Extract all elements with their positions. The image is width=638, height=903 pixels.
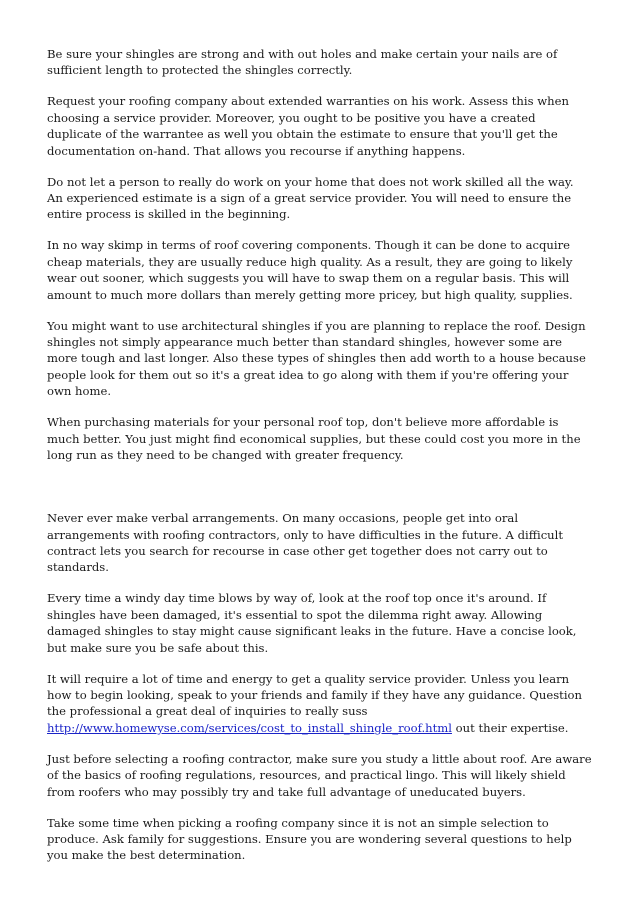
paragraph-warranties: Request your roofing company about extended warranties on his work. Assess this when choosing a service provider. Moreover, you ought to be positive you have a created duplicate of the warrantee as well you obtain the estimate to ensure that you'll get the documentation on-hand. That allows you recourse if anything happens. xyxy=(47,94,569,158)
paragraph-study-roofing: Just before selecting a roofing contractor, make sure you study a little about roof. Are aware of the basics of roofing regulations, resources, and practical lingo. This will likely shield from roofers who may possibly try and take full advantage of uneducated buyers. xyxy=(47,751,592,799)
paragraph-text-before-link: It will require a lot of time and energy to get a quality service provider. Unless you learn how to begin looking, speak to your friends and family if they have any guidance. Question the professional a great deal of inquiries to really suss xyxy=(47,671,582,719)
paragraph-windy-day: Every time a windy day time blows by way of, look at the roof top once it's around. If shingles have been damaged, it's essential to spot the dilemma right away. Allowing damaged shingles to stay might cause significant leaks in the future. Have a concise look, but make sure you be safe about this. xyxy=(47,591,577,655)
document-body xyxy=(47,46,593,878)
paragraph-text-after-link: out their expertise. xyxy=(451,720,569,735)
paragraph-architectural-shingles: You might want to use architectural shingles if you are planning to replace the roof. Design shingles not simply appearance much better than standard shingles, however some are more tough and last longer. Also these types of shingles then add worth to a house because people look for them out so it's a great idea to go along with them if you're offering your own home. xyxy=(47,318,586,399)
paragraph-skilled-work: Do not let a person to really do work on your home that does not work skilled all the way. An experienced estimate is a sign of a great service provider. You will need to ensure the entire process is skilled in the beginning. xyxy=(47,174,574,222)
section-spacer xyxy=(47,478,593,510)
paragraph-verbal-arrangements: Never ever make verbal arrangements. On many occasions, people get into oral arrangements with roofing contractors, only to have difficulties in the future. A difficult contract lets you search for recourse in case other get together does not carry out to standards. xyxy=(47,511,564,575)
homewyse-link[interactable]: http://www.homewyse.com/services/cost_to_install_shingle_roof.html xyxy=(47,720,452,735)
paragraph-take-time: Take some time when picking a roofing company since it is not an simple selection to produce. Ask family for suggestions. Ensure you are wondering several questions to help you make the best determination. xyxy=(47,815,572,863)
paragraph-quality-provider xyxy=(47,671,593,737)
paragraph-components: In no way skimp in terms of roof covering components. Though it can be done to acquire cheap materials, they are usually reduce high quality. As a result, they are going to likely wear out sooner, which suggests you will have to swap them on a regular basis. This will amount to much more dollars than merely getting more pricey, but high quality, supplies. xyxy=(47,238,573,302)
paragraph-purchasing-materials: When purchasing materials for your personal roof top, don't believe more affordable is much better. You just might find economical supplies, but these could cost you more in the long run as they need to be changed with greater frequency. xyxy=(47,415,581,463)
paragraph-shingles-nails: Be sure your shingles are strong and with out holes and make certain your nails are of sufficient length to protected the shingles correctly. xyxy=(47,47,558,78)
